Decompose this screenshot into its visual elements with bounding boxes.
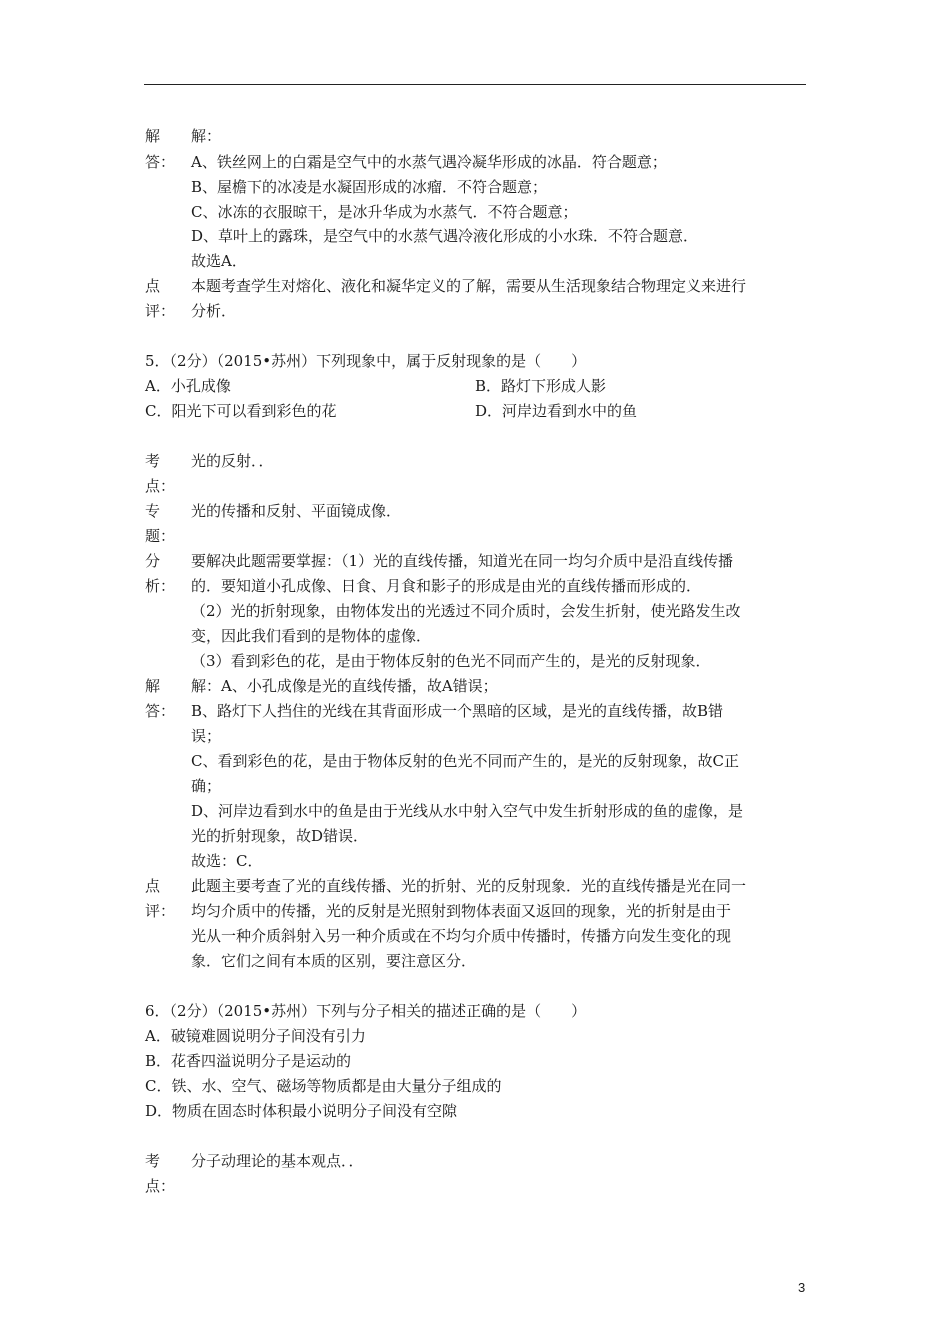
topic-label: 专 <box>145 502 161 520</box>
review-line: 光从一种介质斜射入另一种介质或在不均匀介质中传播时，传播方向发生变化的现 <box>191 927 732 945</box>
review-label: 点 <box>145 277 161 295</box>
answer-line: 光的折射现象，故D错误． <box>191 827 369 845</box>
analysis-line: 变，因此我们看到的是物体的虚像． <box>191 627 432 645</box>
answer-line: 解：A、小孔成像是光的直线传播，故A错误； <box>191 677 498 695</box>
review-label: 评： <box>145 902 176 920</box>
option-c: C．铁、水、空气、磁场等物质都是由大量分子组成的 <box>145 1077 502 1095</box>
answer-line: 误； <box>191 727 222 745</box>
point-text: 分子动理论的基本观点．． <box>191 1152 364 1170</box>
review-line: 分析． <box>191 302 237 320</box>
analysis-line: 要解决此题需要掌握：（1）光的直线传播，知道光在同一均匀介质中是沿直线传播 <box>191 552 734 570</box>
review-label: 点 <box>145 877 161 895</box>
answer-line: D、草叶上的露珠，是空气中的水蒸气遇冷液化形成的小水珠．不符合题意． <box>191 227 699 245</box>
option-a: A．小孔成像 <box>145 377 231 395</box>
option-a: A．破镜难圆说明分子间没有引力 <box>145 1027 366 1045</box>
answer-line: 故选：C． <box>191 852 263 870</box>
review-label: 评： <box>145 302 176 320</box>
point-label: 考 <box>145 1152 161 1170</box>
analysis-label: 析： <box>145 577 176 595</box>
option-d: D．河岸边看到水中的鱼 <box>475 402 638 420</box>
answer-label: 答： <box>145 702 176 720</box>
review-line: 象．它们之间有本质的区别，要注意区分． <box>191 952 477 970</box>
answer-line: A、铁丝网上的白霜是空气中的水蒸气遇冷凝华形成的冰晶．符合题意； <box>191 153 667 171</box>
point-label: 点： <box>145 477 176 495</box>
answer-label: 答： <box>145 153 176 171</box>
page-number: 3 <box>798 1280 806 1295</box>
answer-line: B、路灯下人挡住的光线在其背面形成一个黑暗的区域，是光的直线传播，故B错 <box>191 702 724 720</box>
answer-label: 解 <box>145 127 161 145</box>
analysis-line: 的．要知道小孔成像、日食、月食和影子的形成是由光的直线传播而形成的． <box>191 577 702 595</box>
answer-line: 故选A． <box>191 252 247 270</box>
point-label: 点： <box>145 1177 176 1195</box>
option-b: B．路灯下形成人影 <box>475 377 607 395</box>
answer-line: C、冰冻的衣服晾干，是冰升华成为水蒸气．不符合题意； <box>191 203 578 221</box>
answer-label: 解 <box>145 677 161 695</box>
analysis-line: （3）看到彩色的花，是由于物体反射的色光不同而产生的，是光的反射现象． <box>191 652 711 670</box>
point-label: 考 <box>145 452 161 470</box>
topic-label: 题： <box>145 527 176 545</box>
answer-line: D、河岸边看到水中的鱼是由于光线从水中射入空气中发生折射形成的鱼的虚像，是 <box>191 802 744 820</box>
option-d: D．物质在固态时体积最小说明分子间没有空隙 <box>145 1102 458 1120</box>
topic-text: 光的传播和反射、平面镜成像． <box>191 502 402 520</box>
analysis-line: （2）光的折射现象，由物体发出的光透过不同介质时，会发生折射，使光路发生改 <box>191 602 741 620</box>
question-stem: 5．（2分）（2015•苏州）下列现象中，属于反射现象的是（ ） <box>145 352 587 370</box>
answer-line: 解： <box>191 127 222 145</box>
option-c: C．阳光下可以看到彩色的花 <box>145 402 337 420</box>
question-stem: 6．（2分）（2015•苏州）下列与分子相关的描述正确的是（ ） <box>145 1002 587 1020</box>
header-rule <box>144 84 806 85</box>
review-line: 均匀介质中的传播，光的反射是光照射到物体表面又返回的现象，光的折射是由于 <box>191 902 732 920</box>
option-b: B．花香四溢说明分子是运动的 <box>145 1052 352 1070</box>
review-line: 此题主要考查了光的直线传播、光的折射、光的反射现象．光的直线传播是光在同一 <box>191 877 747 895</box>
answer-line: B、屋檐下的冰凌是水凝固形成的冰瘤．不符合题意； <box>191 178 548 196</box>
analysis-label: 分 <box>145 552 161 570</box>
point-text: 光的反射．． <box>191 452 274 470</box>
answer-line: 确； <box>191 777 222 795</box>
review-line: 本题考查学生对熔化、液化和凝华定义的了解，需要从生活现象结合物理定义来进行 <box>191 277 747 295</box>
answer-line: C、看到彩色的花，是由于物体反射的色光不同而产生的，是光的反射现象，故C正 <box>191 752 739 770</box>
